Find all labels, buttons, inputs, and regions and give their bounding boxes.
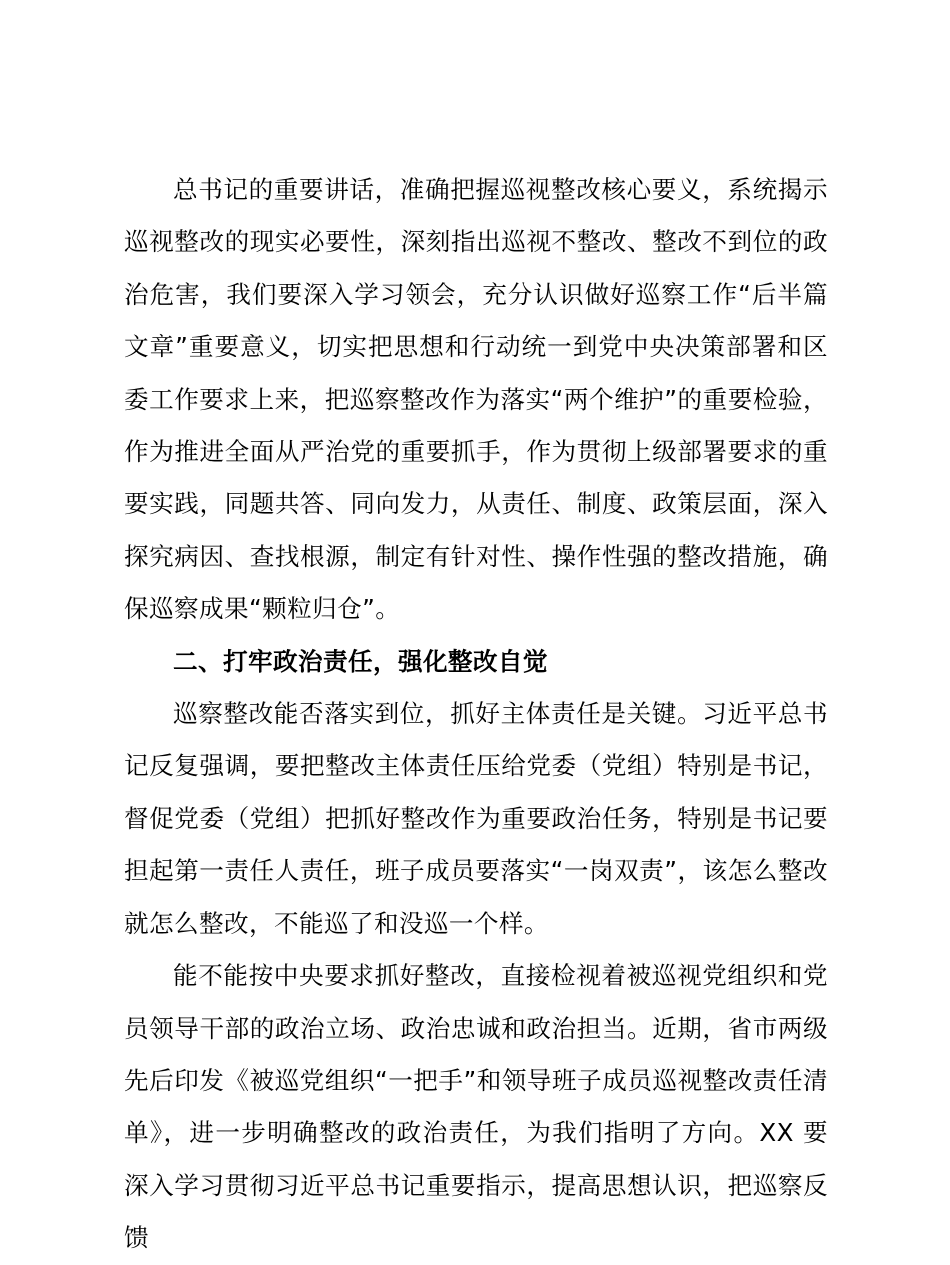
body-paragraph-2: 巡察整改能否落实到位，抓好主体责任是关键。习近平总书记反复强调，要把整改主体责任压给党委（党组）特别是书记，督促党委（党组）把抓好整改作为重要政治任务，特别是书记要担起第一责任人责任，班子成员要落实“一岗双责”，该怎么整改就怎么整改，不能巡了和没巡一个样。 [124, 699, 828, 938]
section-heading: 二、打牢政治责任，强化整改自觉 [173, 646, 548, 676]
body-paragraph-1: 总书记的重要讲话，准确把握巡视整改核心要义，系统揭示巡视整改的现实必要性，深刻指出巡视不整改、整改不到位的政治危害，我们要深入学习领会，充分认识做好巡察工作“后半篇文章”重要意义，切实把思想和行动统一到党中央决策部署和区委工作要求上来，把巡察整改作为落实“两个维护”的重要检验，作为推进全面从严治党的重要抓手，作为贯彻上级部署要求的重要实践，同题共答、同向发力，从责任、制度、政策层面，深入探究病因、查找根源，制定有针对性、操作性强的整改措施，确保巡察成果“颗粒归仓”。 [124, 175, 828, 624]
document-body [124, 164, 828, 1265]
body-paragraph-3: 能不能按中央要求抓好整改，直接检视着被巡视党组织和党员领导干部的政治立场、政治忠诚和政治担当。近期，省市两级先后印发《被巡党组织“一把手”和领导班子成员巡视整改责任清单》，进一步明确整改的政治责任，为我们指明了方向。XX 要深入学习贯彻习近平总书记重要指示，提高思想认识，把巡察反馈 [124, 961, 828, 1253]
